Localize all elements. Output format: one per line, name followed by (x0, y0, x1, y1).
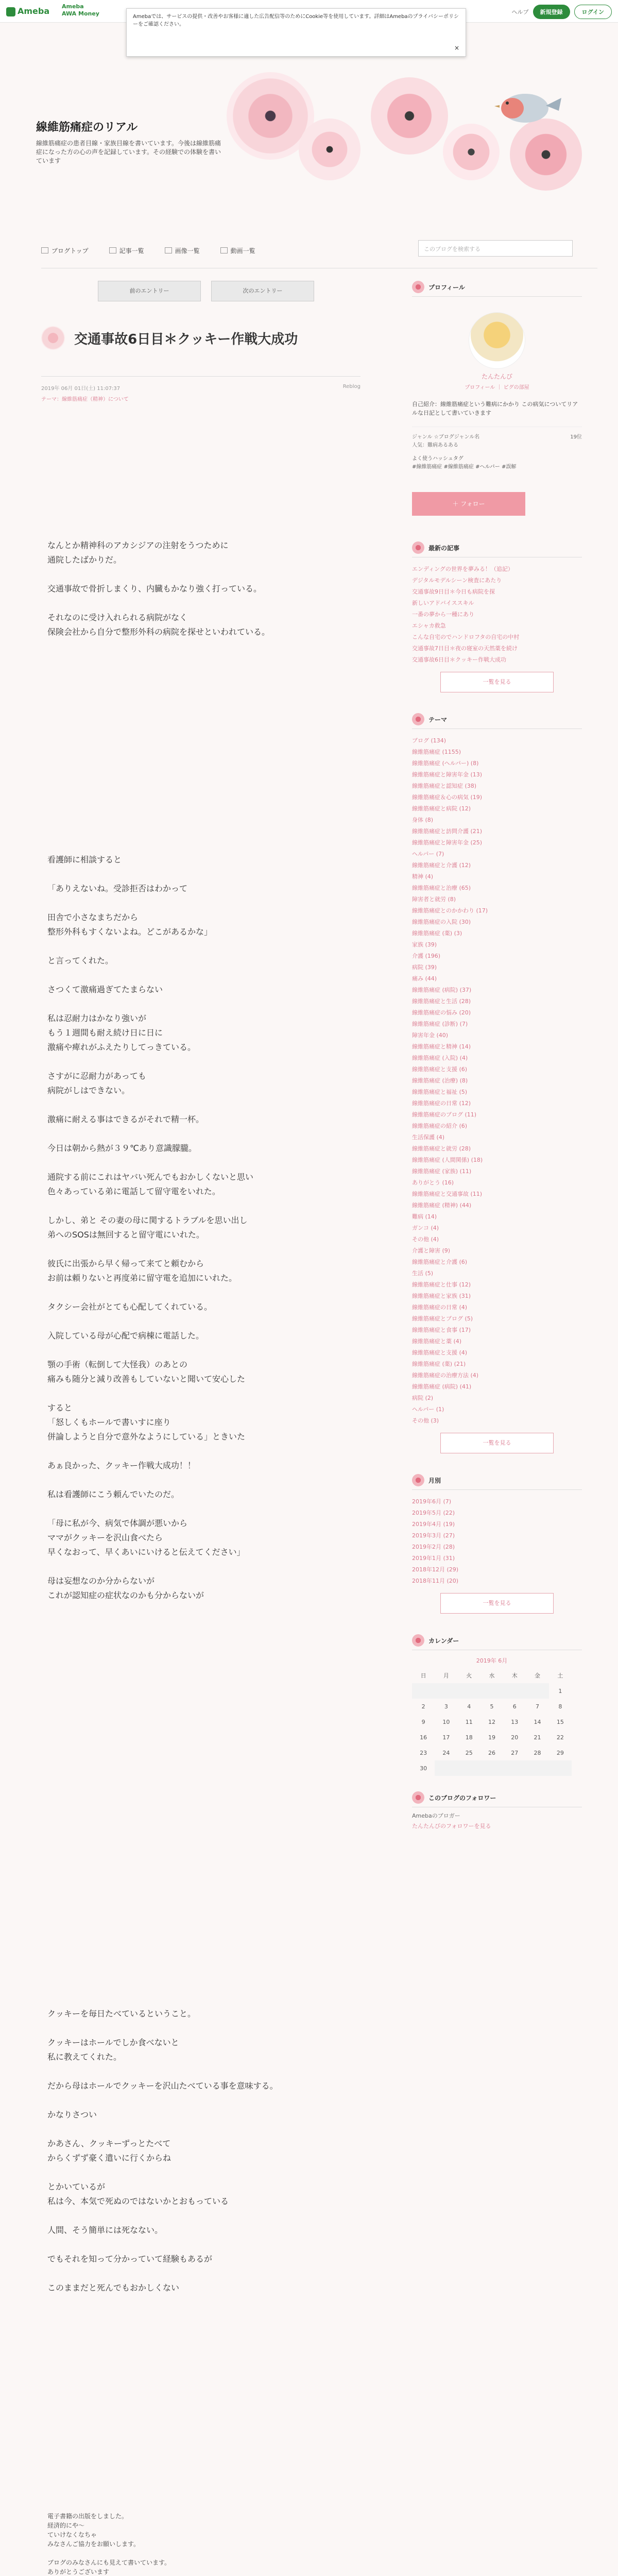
theme-link[interactable]: 線維筋痛症と支援 (6) (412, 1066, 468, 1073)
flower-decoration-icon (371, 77, 448, 155)
theme-link[interactable]: 線維筋痛症 (ヘルパー) (8) (412, 760, 479, 767)
blog-header (31, 57, 587, 211)
theme-link[interactable]: 生活保護 (4) (412, 1134, 445, 1141)
theme-link[interactable]: 痛み (44) (412, 975, 437, 982)
calendar-weekday: 火 (466, 1672, 472, 1679)
divider (41, 376, 360, 377)
after-line: ブログのみなさんにも見えて書いています。 (47, 2559, 171, 2566)
entry-paragraph: 私は看護師にこう頼んでいたのだ。 (47, 1489, 180, 1499)
theme-link[interactable]: 線維筋痛症の入院 (30) (412, 919, 471, 925)
theme-link[interactable]: 線維筋痛症 (精神) (44) (412, 1202, 472, 1209)
theme-link[interactable]: 線維筋痛症と就労 (28) (412, 1145, 471, 1152)
theme-link[interactable]: 線維筋痛症の治療方法 (4) (412, 1372, 479, 1379)
calendar-day (435, 1683, 457, 1699)
ameba-sub-logo[interactable] (62, 3, 99, 18)
followers-heading (412, 1791, 582, 1807)
ameba-logo[interactable] (6, 6, 49, 16)
genre-label: ジャンル ☆ブログジャンル名 (412, 434, 480, 440)
blog-description: 線維筋痛症の患者目線・家族目線を書いています。今後は線維筋痛症になった方の心の声を記録しています。その経験での体験を書いています (36, 140, 221, 164)
heading-label: カレンダー (428, 1637, 459, 1645)
entry-paragraph: かあさん、クッキーずっとたべて からくずず豪く遣いに行くからね (47, 2139, 171, 2163)
calendar-day[interactable]: 17 (442, 1734, 450, 1741)
theme-link[interactable]: 線維筋痛症と薬 (4) (412, 1338, 462, 1345)
flower-icon (412, 281, 424, 293)
entry-meta (41, 384, 360, 402)
entry-paragraph: でもそれを知って分かっていて経験もあるが (47, 2254, 213, 2264)
theme-link[interactable]: 家族 (39) (412, 941, 437, 948)
entry-paragraph: かなりさつい (47, 2110, 97, 2120)
calendar-day[interactable]: 24 (442, 1749, 450, 1756)
theme-link[interactable]: 線維筋痛症のブログ (11) (412, 1111, 477, 1118)
calendar-day (458, 1683, 480, 1699)
nav-label: 画像一覧 (175, 247, 200, 255)
prev-entry-button[interactable]: 前のエントリー (98, 281, 201, 301)
calendar-weekday: 木 (511, 1672, 518, 1679)
calendar-weekday: 月 (443, 1672, 449, 1679)
register-button[interactable]: 新規登録 (533, 5, 570, 19)
theme-link[interactable]: 線維筋痛症と病院 (12) (412, 805, 471, 812)
heading-label: プロフィール (428, 283, 465, 291)
archive-link[interactable]: 2019年5月 (22) (412, 1510, 455, 1516)
theme-link[interactable]: 病院 (39) (412, 964, 437, 971)
calendar-day (435, 1760, 457, 1776)
theme-link[interactable]: 線維筋痛症 (病院) (37) (412, 987, 472, 993)
bird-icon (494, 82, 561, 129)
archive-link[interactable]: 2019年2月 (28) (412, 1544, 455, 1550)
flower-decoration-icon (443, 124, 500, 180)
nav-label: 記事一覧 (119, 247, 144, 255)
entry-paragraph: それなのに受け入れられる病院がなく 保険会社から自分で整形外科の病院を探せといわれている。 (47, 613, 270, 637)
flower-icon (412, 713, 424, 725)
theme-link[interactable]: 線維筋痛症 (入院) (4) (412, 1055, 468, 1061)
theme-link[interactable]: 線維筋痛症と認知症 (38) (412, 783, 477, 789)
theme-link[interactable]: 線維筋痛症 (薬) (3) (412, 930, 462, 937)
entry-paragraph: 交通事故で骨折しまくり、内臓もかなり強く打っている。 (47, 584, 262, 594)
close-icon[interactable]: × (454, 44, 459, 52)
nav-video-list[interactable] (220, 246, 255, 255)
topbar-right (512, 5, 612, 19)
theme-link[interactable]: 線維筋痛症 (診断) (7) (412, 1021, 468, 1027)
calendar-day (503, 1683, 526, 1699)
theme-link[interactable]: 介護 (196) (412, 953, 441, 959)
calendar-heading (412, 1634, 582, 1650)
follower-text: Amebaのブロガー (412, 1812, 460, 1819)
theme-link[interactable]: 線維筋痛症と交通事故 (11) (412, 1191, 483, 1197)
calendar-weekday: 土 (557, 1672, 563, 1679)
calendar-weekday: 金 (535, 1672, 541, 1679)
archive-link[interactable]: 2018年11月 (20) (412, 1578, 459, 1584)
entry-paragraph: 今日は朝から熱が３９℃あり意識朦朧。 (47, 1143, 197, 1153)
theme-link[interactable]: 線維筋痛症と支援 (4) (412, 1349, 468, 1356)
hashtags[interactable]: よく使うハッシュタグ #線維筋痛症 #線維筋痛症 #ヘルパー #誤解 (412, 456, 517, 470)
theme-link[interactable]: 線維筋痛症と治療 (65) (412, 885, 471, 891)
list-icon (109, 247, 116, 253)
archive-link[interactable]: 2019年1月 (31) (412, 1555, 455, 1562)
calendar-day[interactable]: 3 (444, 1703, 448, 1710)
home-icon (41, 247, 48, 253)
theme-link[interactable]: 線維筋痛症 (家族) (11) (412, 1168, 472, 1175)
calendar-weekday: 日 (420, 1672, 426, 1679)
calendar-day[interactable]: 18 (465, 1734, 473, 1741)
calendar-day[interactable]: 25 (465, 1749, 473, 1756)
calendar-day (526, 1683, 548, 1699)
flower-decoration-icon (510, 118, 582, 191)
after-line: 経済的にや〜 (47, 2522, 85, 2529)
entry-paragraph: と言ってくれた。 (47, 956, 114, 965)
calendar-day (458, 1760, 480, 1776)
entry-date: 2019年 06月 01日(土) 11:07:37 (41, 386, 121, 392)
theme-heading (412, 713, 582, 729)
theme-link[interactable]: ガンコ (4) (412, 1225, 439, 1231)
calendar-day[interactable]: 28 (534, 1749, 541, 1756)
next-entry-button[interactable]: 次のエントリー (211, 281, 314, 301)
entry-after (47, 2512, 356, 2576)
entry-paragraph: このままだと死んでもおかしくない (47, 2283, 180, 2293)
cookie-popup (126, 8, 466, 57)
heading-label: テーマ (428, 716, 448, 723)
recent-entry-link[interactable]: 交通事故7日目＊夜の寝室の天然薬を続け (412, 645, 518, 652)
calendar-day[interactable]: 12 (488, 1718, 495, 1725)
recent-list (412, 564, 582, 666)
profile-description: 自己紹介：線維筋痛症という難病にかかり この病気についてリアルな日記として書いていきます (412, 401, 578, 416)
entry-pager (98, 281, 314, 301)
recent-heading (412, 541, 582, 557)
genre-rank[interactable] (412, 433, 582, 450)
after-line: みなさんご協力をお願いします。 (47, 2540, 140, 2548)
theme-link[interactable]: ヘルパー (1) (412, 1406, 444, 1413)
theme-link[interactable]: 線維筋痛症 (治療) (8) (412, 1077, 468, 1084)
recent-entry-link[interactable]: 一番の夢から一種にあり (412, 611, 474, 618)
login-button[interactable]: ログイン (574, 5, 612, 19)
after-line: 電子書籍の出版をしました。 (47, 2513, 128, 2520)
calendar-day[interactable]: 1 (558, 1687, 562, 1694)
entry-theme-link[interactable]: テーマ：線維筋痛症（精神）について (41, 397, 129, 402)
flower-decoration-icon (299, 118, 360, 180)
theme-link[interactable]: 身体 (8) (412, 817, 434, 823)
calendar-day[interactable]: 13 (511, 1718, 519, 1725)
flower-icon (412, 541, 424, 554)
calendar-day[interactable]: 2 (421, 1703, 425, 1710)
entry-body-part1 (47, 538, 367, 654)
calendar-day[interactable]: 29 (556, 1749, 564, 1756)
archive-link[interactable]: 2019年3月 (27) (412, 1532, 455, 1539)
entry-paragraph: さすがに忍耐力があっても 病院がしはできない。 (47, 1071, 146, 1095)
theme-link[interactable]: 線維筋痛症と食事 (17) (412, 1327, 471, 1333)
reblog-link[interactable]: Reblog (342, 384, 360, 389)
calendar-day (412, 1683, 435, 1699)
calendar-month[interactable]: 2019年 6月 (476, 1657, 508, 1664)
theme-link[interactable]: 精神 (4) (412, 873, 434, 880)
theme-link[interactable]: 線維筋痛症の紹介 (6) (412, 1123, 468, 1129)
calendar-day (526, 1760, 548, 1776)
entry-body-part3 (47, 2007, 367, 2310)
calendar-day[interactable]: 16 (420, 1734, 427, 1741)
after-line: ていけなくなちゃ (47, 2531, 97, 2538)
genre-sub: 人気：難病あるある (412, 443, 458, 448)
archive-link[interactable]: 2019年4月 (19) (412, 1521, 455, 1528)
archive-link[interactable]: 2019年6月 (7) (412, 1498, 452, 1505)
entry-paragraph: 入院している母が心配で病棟に電話した。 (47, 1331, 204, 1341)
entry-paragraph: 顎の手術（転倒して大怪我）のあとの 痛みも随分と減り改善もしていないと聞いて安心した (47, 1360, 246, 1384)
recent-entry-link[interactable]: こんな自宅のでハンドロフタの自宅の中村 (412, 634, 520, 640)
calendar-day[interactable]: 7 (536, 1703, 540, 1710)
calendar-day (503, 1760, 526, 1776)
recent-entry-link[interactable]: デジタルモデルシーン検査にあたり (412, 577, 502, 584)
entry-paragraph: しかし、弟と その妻の母に関するトラブルを思い出し 弟へのSOSは無回すると留守電にいれた。 (47, 1215, 248, 1240)
flower-icon (412, 1474, 424, 1486)
theme-link[interactable]: 線維筋痛症の悩み (20) (412, 1009, 471, 1016)
recent-entry-link[interactable]: 交通事故9日目＊今日も病院を探 (412, 588, 495, 595)
theme-link[interactable]: ありがとう (16) (412, 1179, 454, 1186)
entry-paragraph: すると 「怒しくもホールで書いすに座り 併論しようと自分で意外なようにしている」ときいた (47, 1403, 246, 1442)
nav-label: 動画一覧 (230, 247, 255, 255)
calendar-day (480, 1760, 503, 1776)
calendar-day[interactable]: 8 (558, 1703, 562, 1710)
entry-paragraph: 彼氏に出張から早く帰って来てと頼むから お前は頼りないと再度弟に留守電を追加にいれた。 (47, 1259, 237, 1283)
recent-more-button[interactable]: 一覧を見る (440, 672, 554, 692)
recent-entry-link[interactable]: 交通事故6日目＊クッキー作戦大成功 (412, 656, 506, 663)
nav-blog-top[interactable] (41, 246, 89, 255)
video-icon (220, 247, 228, 253)
entry-paragraph: 人間、そう簡単には死なない。 (47, 2225, 163, 2235)
entry-header (41, 326, 360, 350)
avatar[interactable] (469, 312, 525, 369)
nav-image-list[interactable] (165, 246, 200, 255)
theme-link[interactable]: 線維筋痛症＆心の病気 (19) (412, 794, 483, 801)
theme-link[interactable]: 線維筋痛症 (病院) (41) (412, 1383, 472, 1390)
calendar-day[interactable]: 15 (556, 1718, 564, 1725)
profile-name[interactable]: たんたんび (481, 373, 512, 380)
theme-link[interactable]: 線維筋痛症 (1155) (412, 749, 461, 755)
ameba-sub1: Ameba (62, 3, 84, 10)
heading-label: このブログのフォロワー (428, 1794, 496, 1802)
calendar-day[interactable]: 27 (511, 1749, 519, 1756)
theme-link[interactable]: その他 (3) (412, 1417, 439, 1424)
entry-paragraph: 田舎で小さなまちだから 整形外科もすくないよね。どこがあるかな」 (47, 912, 213, 937)
rank-value: 19位 (570, 434, 582, 440)
heading-label: 月別 (428, 1477, 441, 1484)
calendar-day[interactable]: 9 (421, 1718, 425, 1725)
theme-link[interactable]: 線維筋痛症とブログ (5) (412, 1315, 473, 1322)
entry-paragraph: あぁ良かった、クッキー作戦大成功！！ (47, 1461, 196, 1470)
entry-paragraph: 母は妄想なのか分からないが これが認知症の症状なのかも分からないが (47, 1576, 204, 1600)
theme-link[interactable]: ブログ (134) (412, 737, 447, 744)
calendar-day[interactable]: 19 (488, 1734, 495, 1741)
theme-link[interactable]: 線維筋痛症と仕事 (12) (412, 1281, 471, 1288)
cookie-popup-text: Amebaでは、サービスの提供・改善やお客様に適した広告配信等のためにCookie等を使用しています。詳細はAmebaのプライバシーポリシーをご確認ください。 (133, 14, 459, 27)
entry-paragraph: なんとか精神科のアカシジアの注射をうつために 通院したばかりだ。 (47, 540, 229, 565)
theme-link[interactable]: 線維筋痛症と家族 (31) (412, 1293, 471, 1299)
calendar-day[interactable]: 20 (511, 1734, 519, 1741)
nav-entry-list[interactable] (109, 246, 144, 255)
theme-link[interactable]: 線維筋痛症の日常 (12) (412, 1100, 471, 1107)
theme-more-button[interactable]: 一覧を見る (440, 1433, 554, 1453)
ameba-sub2: AWA Money (62, 10, 99, 17)
theme-link[interactable]: 介護と障害 (9) (412, 1247, 451, 1254)
entry-paragraph: 「母に私が今、病気で体調が悪いから ママがクッキーを沢山食べたら 早くなおって、早くあいにいけると伝えてください」 (47, 1518, 245, 1557)
theme-link[interactable]: 線維筋痛症と生活 (28) (412, 998, 471, 1005)
theme-link[interactable]: 線維筋痛症と訪問介護 (21) (412, 828, 483, 835)
recent-entry-link[interactable]: エンディングの世界を夢みる！（追記） (412, 566, 513, 572)
theme-link[interactable]: 線維筋痛症 (人間関係) (18) (412, 1157, 483, 1163)
entry-paragraph: クッキーはホールでしか食べないと 私に教えてくれた。 (47, 2038, 179, 2062)
archive-link[interactable]: 2018年12月 (29) (412, 1566, 459, 1573)
entry-paragraph: とかいているが 私は今、本気で死ぬのではないかとおもっている (47, 2182, 229, 2206)
entry-paragraph: 激痛に耐える事はできるがそれで精一杯。 (47, 1114, 204, 1124)
theme-link[interactable]: ヘルパー (7) (412, 851, 444, 857)
after-line: ありがとうございます (47, 2568, 110, 2575)
calendar-day[interactable]: 10 (442, 1718, 450, 1725)
follow-button[interactable]: ＋ フォロー (412, 492, 525, 516)
archive-heading (412, 1474, 582, 1490)
image-icon (165, 247, 172, 253)
theme-link[interactable]: 障害年金 (40) (412, 1032, 449, 1039)
profile-links[interactable]: プロフィール ｜ ピグの部屋 (465, 385, 529, 391)
help-link[interactable]: ヘルプ (511, 9, 529, 15)
archive-more-button[interactable]: 一覧を見る (440, 1593, 554, 1614)
profile-heading (412, 281, 582, 297)
entry-paragraph: さつくて激痛過ぎてたまらない (47, 985, 163, 994)
theme-link[interactable]: 線維筋痛症と介護 (6) (412, 1259, 468, 1265)
recent-entry-link[interactable]: 新しいアドバイススキル (412, 600, 474, 606)
calendar-day[interactable]: 14 (534, 1718, 541, 1725)
heading-label: 最新の記事 (428, 544, 460, 552)
calendar-day[interactable]: 21 (534, 1734, 541, 1741)
flower-icon (41, 326, 65, 350)
search-input[interactable]: このブログを検索する (418, 240, 573, 257)
theme-link[interactable]: 線維筋痛症とのかかわり (17) (412, 907, 488, 914)
sidebar (412, 281, 582, 1830)
follower-link[interactable]: たんたんびのフォロワーを見る (412, 1823, 491, 1829)
blog-title[interactable]: 線維筋痛症のリアル (36, 121, 138, 134)
calendar-day[interactable]: 23 (420, 1749, 427, 1756)
flower-icon (412, 1634, 424, 1647)
calendar-day (549, 1760, 572, 1776)
archive-list (412, 1496, 582, 1587)
flower-icon (412, 1791, 424, 1804)
entry-title[interactable]: 交通事故6日目＊クッキー作戦大成功 (74, 331, 298, 347)
calendar-day[interactable]: 4 (467, 1703, 471, 1710)
calendar-table (412, 1668, 572, 1776)
entry-paragraph: 通院する前にこれはヤバい死んでもおかしくないと思い 色々あっている弟に電話して留守電をいれた。 (47, 1172, 254, 1196)
ameba-logo-icon (6, 7, 15, 16)
calendar-day[interactable]: 22 (556, 1734, 564, 1741)
nav-label: ブログトップ (52, 247, 89, 255)
theme-link[interactable]: 病院 (2) (412, 1395, 434, 1401)
entry-paragraph: 看護師に相談すると (47, 855, 122, 865)
entry-paragraph: 私は忍耐力はかなり強いが もう１週間も耐え続け日に日に 激痛や痺れがふえたりしてっきている。 (47, 1013, 196, 1052)
calendar-day[interactable]: 11 (465, 1718, 473, 1725)
after-line (47, 2549, 356, 2558)
theme-link[interactable]: 難病 (14) (412, 1213, 437, 1220)
ameba-logo-text: Ameba (18, 6, 50, 16)
calendar-day[interactable]: 26 (488, 1749, 495, 1756)
theme-link[interactable]: 線維筋痛症と精神 (14) (412, 1043, 471, 1050)
calendar (412, 1656, 572, 1776)
entry-paragraph: タクシー会社がとても心配してくれている。 (47, 1302, 213, 1312)
theme-link[interactable]: その他 (4) (412, 1236, 439, 1243)
calendar-weekday: 水 (489, 1672, 495, 1679)
entry-paragraph: クッキーを毎日たべているということ。 (47, 2009, 196, 2019)
calendar-day[interactable]: 5 (490, 1703, 494, 1710)
after-lines (47, 2512, 356, 2576)
theme-link[interactable]: 生活 (5) (412, 1270, 434, 1277)
theme-link[interactable]: 線維筋痛症と介護 (12) (412, 862, 471, 869)
theme-link[interactable]: 線維筋痛症と障害年金 (25) (412, 839, 483, 846)
entry-paragraph: だから母はホールでクッキーを沢山たべている事を意味する。 (47, 2081, 278, 2091)
theme-link[interactable]: 線維筋痛症の日常 (4) (412, 1304, 468, 1311)
calendar-day[interactable]: 30 (420, 1765, 427, 1772)
theme-link[interactable]: 線維筋痛症と福祉 (5) (412, 1089, 468, 1095)
theme-link[interactable]: 線維筋痛症と障害年金 (13) (412, 771, 483, 778)
recent-entry-link[interactable]: エシャカ救急 (412, 622, 446, 629)
calendar-day[interactable]: 6 (512, 1703, 517, 1710)
theme-list (412, 735, 582, 1427)
theme-link[interactable]: 線維筋痛症 (薬) (21) (412, 1361, 466, 1367)
entry-paragraph: 「ありえないね。受診拒否はわかって (47, 884, 188, 893)
theme-link[interactable]: 障害者と就労 (8) (412, 896, 456, 903)
calendar-day (480, 1683, 503, 1699)
entry-body-part2 (47, 853, 367, 1617)
